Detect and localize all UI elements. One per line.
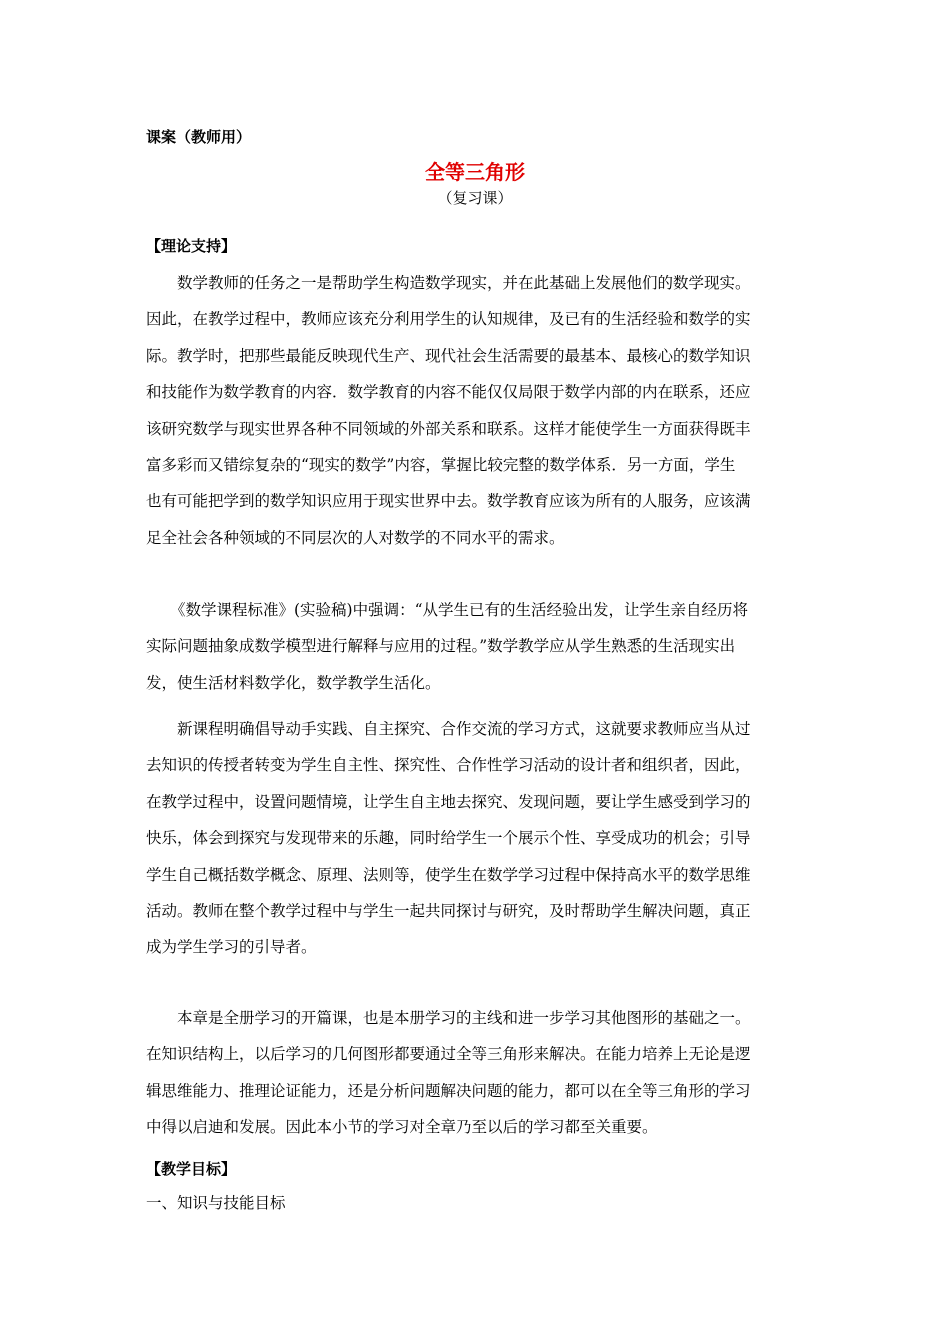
paragraph-line: 际。教学时，把那些最能反映现代生产、现代社会生活需要的最基本、最核心的数学知识 (146, 346, 751, 365)
paragraph-line: 《数学课程标准》(实验稿)中强调：“从学生已有的生活经验出发，让学生亲自经历将 (170, 601, 749, 619)
paragraph-line: 和技能作为数学教育的内容．数学教育的内容不能仅仅局限于数学内部的内在联系，还应 (146, 383, 751, 402)
paragraph-line: 在知识结构上，以后学习的几何图形都要通过全等三角形来解决。在能力培养上无论是逻 (146, 1045, 751, 1064)
document-subtitle: （复习课） (437, 189, 513, 207)
paragraph-1 (146, 265, 806, 556)
paragraph-line: 中得以启迪和发展。因此本小节的学习对全章乃至以后的学习都至关重要。 (146, 1118, 658, 1137)
paragraph-3 (146, 711, 806, 966)
section-heading-theory: 【理论支持】 (146, 237, 237, 255)
paragraph-line: 该研究数学与现实世界各种不同领域的外部关系和联系。这样才能使学生一方面获得既丰 (146, 419, 751, 438)
paragraph-line: 因此，在教学过程中，教师应该充分利用学生的认知规律，及已有的生活经验和数学的实 (146, 310, 751, 329)
goal-item-knowledge: 一、知识与技能目标 (146, 1194, 286, 1212)
paragraph-line: 去知识的传授者转变为学生自主性、探究性、合作性学习活动的设计者和组织者，因此， (146, 756, 751, 775)
document-title: 全等三角形 (425, 160, 525, 184)
paragraph-line: 发，使生活材料数学化，数学教学生活化。 (146, 673, 441, 692)
paragraph-line: 在教学过程中，设置问题情境，让学生自主地去探究、发现问题，要让学生感受到学习的 (146, 792, 751, 811)
paragraph-line: 本章是全册学习的开篇课，也是本册学习的主线和进一步学习其他图形的基础之一。 (177, 1009, 751, 1027)
paragraph-line: 也有可能把学到的数学知识应用于现实世界中去。数学教育应该为所有的人服务，应该满 (146, 492, 751, 511)
paragraph-line: 成为学生学习的引导者。 (146, 938, 317, 957)
paragraph-line: 活动。教师在整个教学过程中与学生一起共同探讨与研究，及时帮助学生解决问题，真正 (146, 901, 751, 920)
paragraph-line: 辑思维能力、推理论证能力，还是分析问题解决问题的能力，都可以在全等三角形的学习 (146, 1081, 751, 1100)
paragraph-line: 实际问题抽象成数学模型进行解释与应用的过程。”数学教学应从学生熟悉的生活现实出 (146, 637, 736, 656)
paragraph-4 (146, 1000, 806, 1146)
paragraph-line: 数学教师的任务之一是帮助学生构造数学现实，并在此基础上发展他们的数学现实。 (177, 274, 751, 292)
document-label: 课案（教师用） (146, 128, 252, 146)
paragraph-line: 足全社会各种领域的不同层次的人对数学的不同水平的需求。 (146, 528, 565, 547)
section-heading-goals: 【教学目标】 (146, 1160, 237, 1178)
paragraph-line: 学生自己概括数学概念、原理、法则等，使学生在数学学习过程中保持高水平的数学思维 (146, 865, 751, 884)
paragraph-2 (146, 592, 806, 701)
paragraph-line: 富多彩而又错综复杂的“现实的数学”内容，掌握比较完整的数学体系．另一方面，学生 (146, 455, 736, 474)
paragraph-line: 快乐，体会到探究与发现带来的乐趣，同时给学生一个展示个性、享受成功的机会；引导 (146, 829, 751, 848)
paragraph-line: 新课程明确倡导动手实践、自主探究、合作交流的学习方式，这就要求教师应当从过 (177, 720, 751, 738)
